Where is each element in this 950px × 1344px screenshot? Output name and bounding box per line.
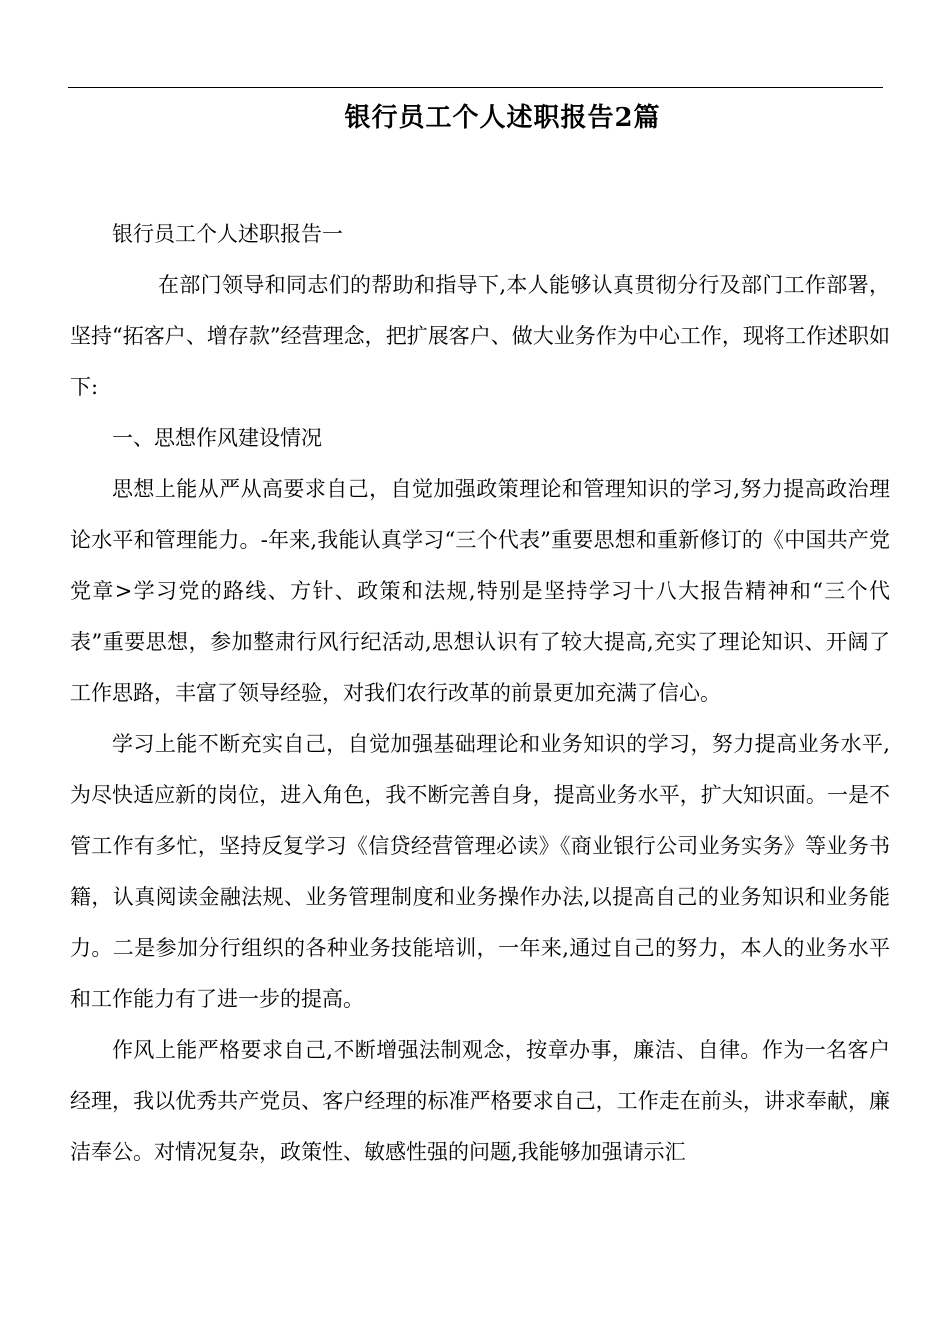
- report-subheading: 银行员工个人述职报告一: [112, 222, 343, 246]
- header-rule: [68, 87, 883, 88]
- intro-paragraph: 在部门领导和同志们的帮助和指导下,本人能够认真贯彻分行及部门工作部署，坚持“拓客户、增存款”经营理念，把扩展客户、做大业务作为中心工作，现将工作述职如下:: [70, 273, 890, 399]
- body-paragraph: 学习上能不断充实自己，自觉加强基础理论和业务知识的学习，努力提高业务水平,为尽快适应新的岗位，进入角色，我不断完善自身，提高业务水平，扩大知识面。一是不管工作有多忙，坚持反复学习《信贷经营管理必读》《商业银行公司业务实务》等业务书籍，认真阅读金融法规、业务管理制度和业务操作办法,以提高自己的业务知识和业务能力。二是参加分行组织的各种业务技能培训，一年来,通过自己的努力，本人的业务水平和工作能力有了进一步的提高。: [70, 732, 890, 1011]
- section-heading: 一、思想作风建设情况: [112, 426, 322, 450]
- document-title: 银行员工个人述职报告2篇: [344, 103, 661, 133]
- body-paragraph: 思想上能从严从高要求自己，自觉加强政策理论和管理知识的学习,努力提高政治理论水平和管理能力。-年来,我能认真学习“三个代表”重要思想和重新修订的《中国共产党党章>学习党的路线、方针、政策和法规,特别是坚持学习十八大报告精神和“三个代表”重要思想，参加整肃行风行纪活动,思想认识有了较大提高,充实了理论知识、开阔了工作思路，丰富了领导经验，对我们农行改革的前景更加充满了信心。: [70, 477, 890, 705]
- document-body: [70, 209, 890, 1178]
- body-paragraph: 作风上能严格要求自己,不断增强法制观念，按章办事，廉洁、自律。作为一名客户经理，我以优秀共产党员、客户经理的标准严格要求自己，工作走在前头，讲求奉献，廉洁奉公。对情况复杂，政策性、敏感性强的问题,我能够加强请示汇: [70, 1038, 890, 1164]
